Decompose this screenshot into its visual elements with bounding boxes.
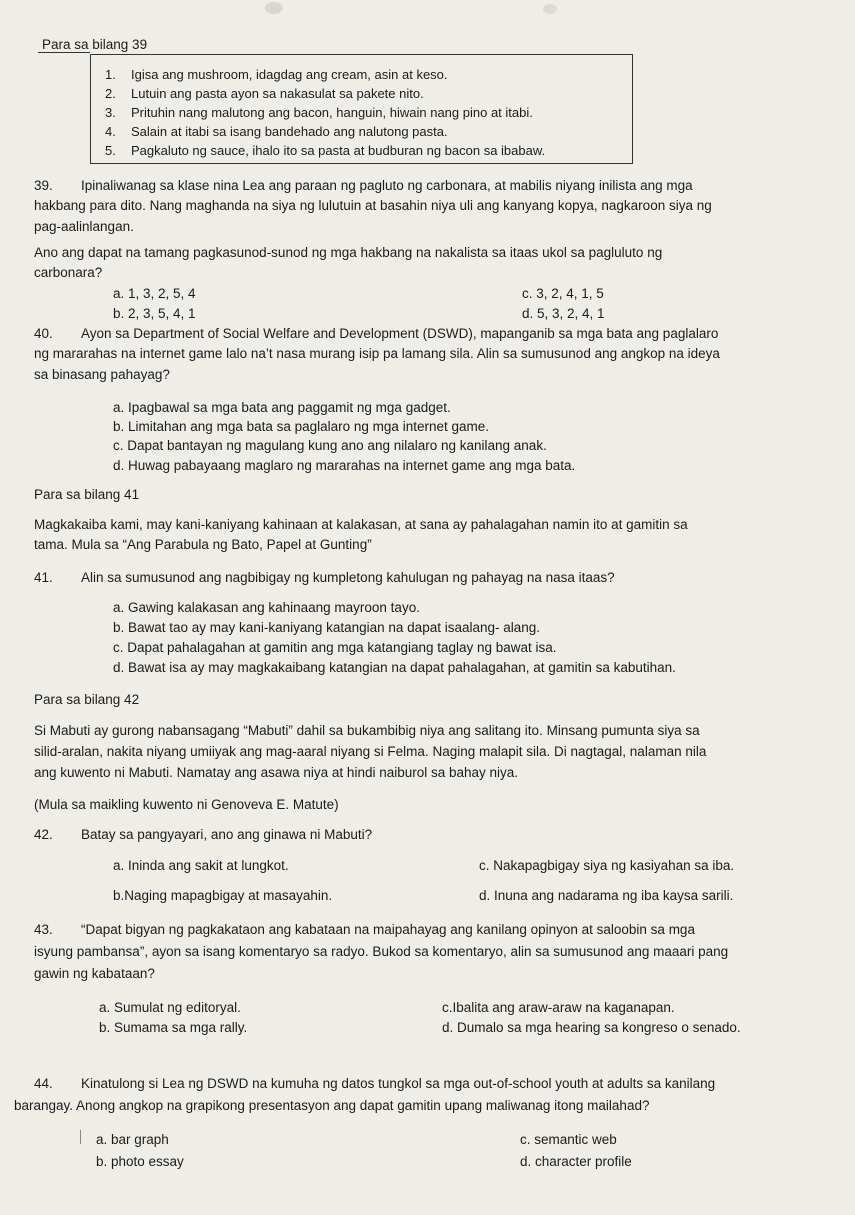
question-43-line: isyung pambansa”, ayon sa isang komentaryo sa radyo. Bukod sa komentaryo, alin sa sumusunod ang maaari pang — [34, 944, 729, 959]
question-number: 43. — [34, 922, 53, 937]
passage-42-source: (Mula sa maikling kuwento ni Genoveva E. Matute) — [34, 797, 339, 812]
choice-d[interactable]: d. Bawat isa ay may magkakaibang katangian na dapat pahalagahan, at gamitin sa kabutihan. — [113, 660, 676, 675]
choice-a[interactable]: a. Gawing kalakasan ang kahinaang mayroon tayo. — [113, 600, 420, 615]
question-number: 39. — [34, 178, 53, 193]
choice-b[interactable]: b. 2, 3, 5, 4, 1 — [113, 306, 196, 321]
question-number: 44. — [34, 1076, 53, 1091]
section-header-41: Para sa bilang 41 — [34, 487, 140, 502]
choice-b[interactable]: b. Sumama sa mga rally. — [99, 1020, 248, 1035]
passage-41-line: Magkakaiba kami, may kani-kaniyang kahinaan at kalakasan, at sana ay pahalagahan namin ito at gamitin sa — [34, 517, 688, 532]
step-item: 4. Salain at itabi sa isang bandehado ang nalutong pasta. — [105, 124, 448, 139]
choice-d[interactable]: d. Inuna ang nadarama ng iba kaysa sarili. — [479, 888, 734, 903]
question-39-prompt: Ano ang dapat na tamang pagkasunod-sunod ng mga hakbang na nakalista sa itaas ukol sa pagluluto ng — [34, 245, 663, 260]
choice-b[interactable]: b.Naging mapagbigay at masayahin. — [113, 888, 333, 903]
choice-c[interactable]: c. semantic web — [520, 1132, 617, 1147]
choice-d[interactable]: d. 5, 3, 2, 4, 1 — [522, 306, 605, 321]
choice-c[interactable]: c.Ibalita ang araw-araw na kaganapan. — [442, 1000, 675, 1015]
question-39-line: 39. Ipinaliwanag sa klase nina Lea ang paraan ng pagluto ng carbonara, at mabilis niyang inilista ang mga — [34, 178, 693, 193]
checkbox-mark — [80, 1130, 85, 1144]
choice-b[interactable]: b. photo essay — [96, 1154, 184, 1169]
choice-c[interactable]: c. 3, 2, 4, 1, 5 — [522, 286, 604, 301]
step-item: 2. Lutuin ang pasta ayon sa nakasulat sa pakete nito. — [105, 86, 424, 101]
page-smudge — [265, 2, 283, 14]
question-43-line: 43. “Dapat bigyan ng pagkakataon ang kabataan na maipahayag ang kanilang opinyon at saloobin sa mga — [34, 922, 695, 937]
question-40-line: ng mararahas na internet game lalo na’t nasa murang isip pa lamang sila. Alin sa sumusunod ang angkop na ideya — [34, 346, 720, 361]
passage-41-line: tama. Mula sa “Ang Parabula ng Bato, Papel at Gunting” — [34, 537, 372, 552]
section-header-42: Para sa bilang 42 — [34, 692, 140, 707]
page-smudge — [543, 4, 557, 14]
choice-a[interactable]: a. bar graph — [96, 1132, 169, 1147]
choice-a[interactable]: a. Sumulat ng editoryal. — [99, 1000, 241, 1015]
step-item: 5. Pagkaluto ng sauce, ihalo ito sa pasta at budburan ng bacon sa ibabaw. — [105, 143, 546, 158]
question-39-line: hakbang para dito. Nang maghanda na siya ng lulutuin at basahin niya uli ang kanyang kopya, nagkaroon siya ng — [34, 198, 712, 213]
choice-d[interactable]: d. Dumalo sa mga hearing sa kongreso o senado. — [442, 1020, 741, 1035]
passage-42-line: ang kuwento ni Mabuti. Namatay ang asawa niya at hindi naiburol sa bahay niya. — [34, 765, 519, 780]
recipe-steps-box — [90, 54, 633, 164]
section-header-39: Para sa bilang 39 — [42, 37, 148, 52]
choice-a[interactable]: a. Ipagbawal sa mga bata ang paggamit ng mga gadget. — [113, 400, 451, 415]
choice-a[interactable]: a. Ininda ang sakit at lungkot. — [113, 858, 289, 873]
question-40-line: 40. Ayon sa Department of Social Welfare and Development (DSWD), mapanganib sa mga bata ang paglalaro — [34, 326, 719, 341]
choice-c[interactable]: c. Dapat bantayan ng magulang kung ano ang nilalaro ng kanilang anak. — [113, 438, 547, 453]
step-item: 3. Prituhin nang malutong ang bacon, hanguin, hiwain nang pino at itabi. — [105, 105, 533, 120]
choice-a[interactable]: a. 1, 3, 2, 5, 4 — [113, 286, 196, 301]
question-39-line: pag-aalinlangan. — [34, 219, 134, 234]
question-40-line: sa binasang pahayag? — [34, 367, 170, 382]
question-number: 42. — [34, 827, 53, 842]
choice-c[interactable]: c. Nakapagbigay siya ng kasiyahan sa iba. — [479, 858, 735, 873]
question-39-prompt: carbonara? — [34, 265, 103, 280]
choice-d[interactable]: d. Huwag pabayaang maglaro ng mararahas na internet game ang mga bata. — [113, 458, 576, 473]
step-item: 1. Igisa ang mushroom, idagdag ang cream, asin at keso. — [105, 67, 448, 82]
choice-b[interactable]: b. Bawat tao ay may kani-kaniyang katangian na dapat isaalang- alang. — [113, 620, 541, 635]
passage-42-line: silid-aralan, nakita niyang umiiyak ang mag-aaral niyang si Felma. Naging malapit sila. Di nagtagal, nalaman nila — [34, 744, 707, 759]
question-42-line: 42. Batay sa pangyayari, ano ang ginawa ni Mabuti? — [34, 827, 373, 842]
passage-42-line: Si Mabuti ay gurong nabansagang “Mabuti” dahil sa bukambibig niya ang salitang ito. Minsang pumunta siya sa — [34, 723, 700, 738]
choice-c[interactable]: c. Dapat pahalagahan at gamitin ang mga katangiang taglay ng bawat isa. — [113, 640, 557, 655]
box-top-line — [38, 52, 90, 53]
question-43-line: gawin ng kabataan? — [34, 966, 155, 981]
question-number: 41. — [34, 570, 53, 585]
question-44-line: 44. Kinatulong si Lea ng DSWD na kumuha ng datos tungkol sa mga out-of-school youth at adults sa kanilang — [34, 1076, 716, 1091]
choice-b[interactable]: b. Limitahan ang mga bata sa paglalaro ng mga internet game. — [113, 419, 489, 434]
choice-d[interactable]: d. character profile — [520, 1154, 632, 1169]
question-number: 40. — [34, 326, 53, 341]
question-44-line: barangay. Anong angkop na grapikong presentasyon ang dapat gamitin upang maliwanag itong mailahad? — [14, 1098, 650, 1113]
question-41-line: 41. Alin sa sumusunod ang nagbibigay ng kumpletong kahulugan ng pahayag na nasa itaas? — [34, 570, 615, 585]
